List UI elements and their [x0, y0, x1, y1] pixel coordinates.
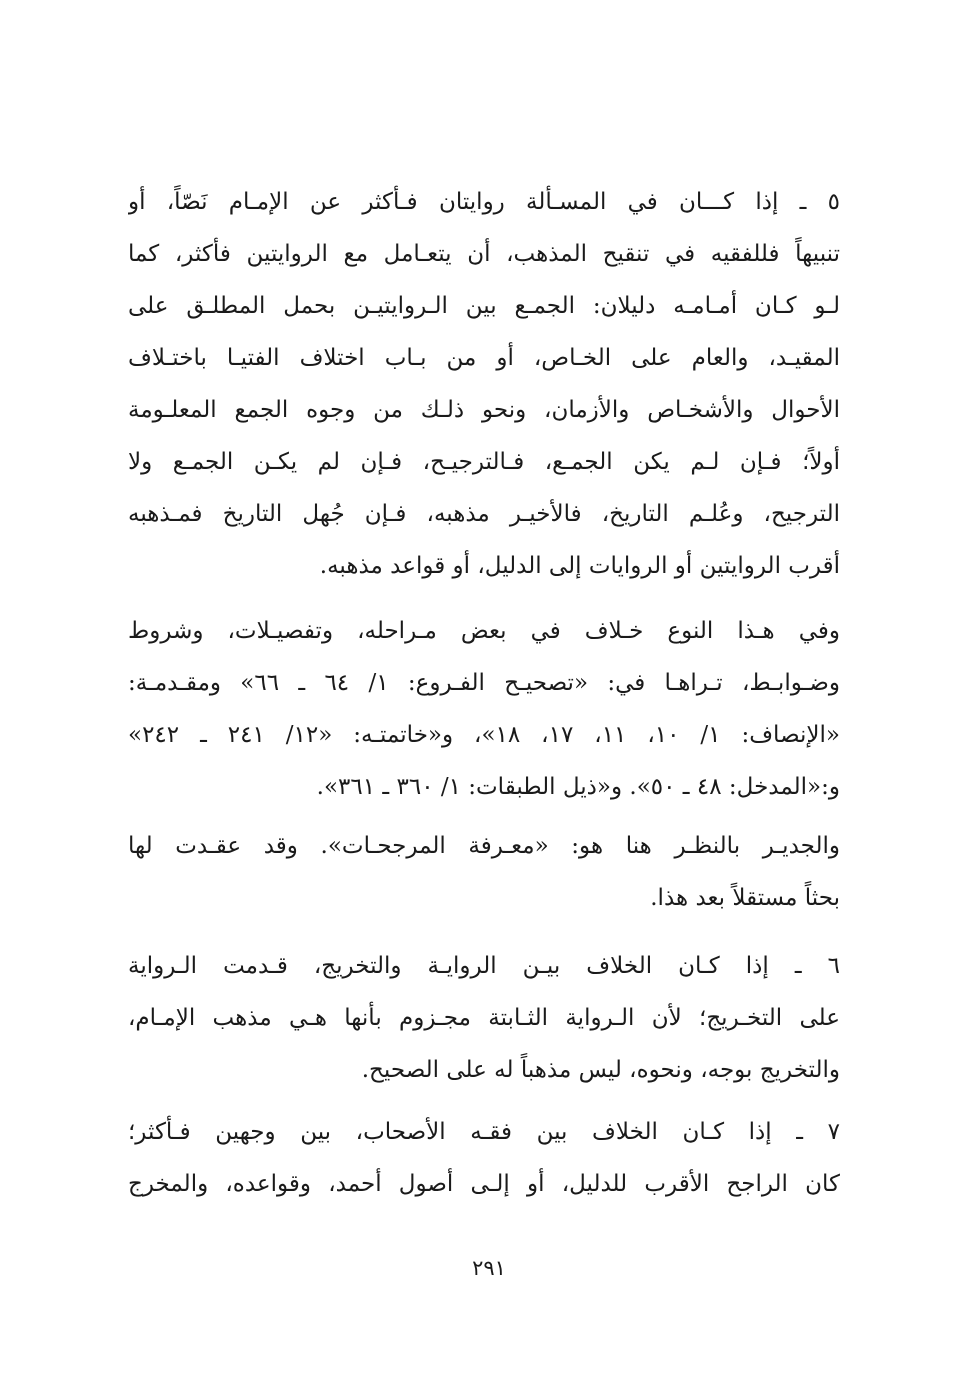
text-line: المقيـد، والعام على الخـاص، أو من بـاب اختلاف الفتيـا باختـلاف: [128, 345, 840, 371]
text-line: أولاً؛ فـإن لـم يكن الجمـع، فـالترجيـح، فـإن لم يكـن الجمـع ولا: [128, 449, 840, 475]
text-line: الترجيح، وعُلـم التاريخ، فالأخيـر مذهبه، فـإن جُهل التاريخ فمـذهبه: [128, 501, 840, 527]
text-line: تنبيهاً فللفقيه في تنقيح المذهب، أن يتعـامل مع الروايتين فأكثر، كما: [128, 241, 840, 267]
text-line: والجديـر بالنظـر هنا هو: «معـرفة المرجحـات». وقد عقـدت لها: [128, 833, 840, 859]
text-line: لـو كـان أمـامـه دليلان: الجمـع بين الـروايتيـن بحمل المطلـق على: [128, 293, 840, 319]
text-line: ٧ ـ إذا كـان الخلاف بين فقـه الأصحاب، بين وجهين فـأكثر؛: [128, 1119, 840, 1145]
text-line: ٥ ـ إذا كـــان في المسـألة روايتان فـأكثر عن الإمـام نَصّاً، أو: [128, 189, 840, 215]
paragraph-rule-6: [128, 940, 840, 1096]
text-line: أقرب الروايتين أو الروايات إلى الدليل، أو قواعد مذهبه.: [319, 553, 840, 579]
text-line: وضـوابـط، تـراهـا في: «تصحيـح الفـروع: ١/ ٦٤ ـ ٦٦» ومقـدمـة:: [128, 670, 840, 696]
text-line: كان الراجح الأقرب للدليل، أو إلـى أصول أحمد، وقواعده، والمخرج: [128, 1171, 840, 1197]
text-line: وفي هـذا النوع خـلاف في بعض مـراحله، وتفصيـلات، وشروط: [128, 618, 840, 644]
paragraph-rule-5: [128, 176, 840, 592]
text-line: الأحوال والأشخـاص والأزمان، ونحو ذلـك من وجوه الجمع المعلـومة: [128, 397, 840, 423]
paragraph-preferences-note: [128, 820, 840, 924]
text-line: على التخـريج؛ لأن الـرواية الثـابتة مجـزوم بأنها هـي مذهب الإمـام،: [128, 1005, 840, 1031]
paragraph-references: [128, 605, 840, 813]
page-number: ٢٩١: [472, 1256, 506, 1280]
text-line: «الإنصاف: ١/ ١٠، ١١، ١٧، ١٨»، و«خاتمتـه: «١٢/ ٢٤١ ـ ٢٤٢»: [128, 722, 840, 748]
text-line: والتخريج بوجه، ونحوه، ليس مذهباً له على الصحيح.: [361, 1057, 840, 1083]
text-line: بحثاً مستقلاً بعد هذا.: [650, 885, 840, 911]
text-line: ٦ ـ إذا كـان الخلاف بيـن الروايـة والتخريج، قـدمت الـرواية: [128, 953, 840, 979]
paragraph-rule-7: [128, 1106, 840, 1210]
text-line: و:«المدخل: ٤٨ ـ ٥٠». و«ذيل الطبقات: ١/ ٣٦٠ ـ ٣٦١».: [316, 774, 840, 800]
